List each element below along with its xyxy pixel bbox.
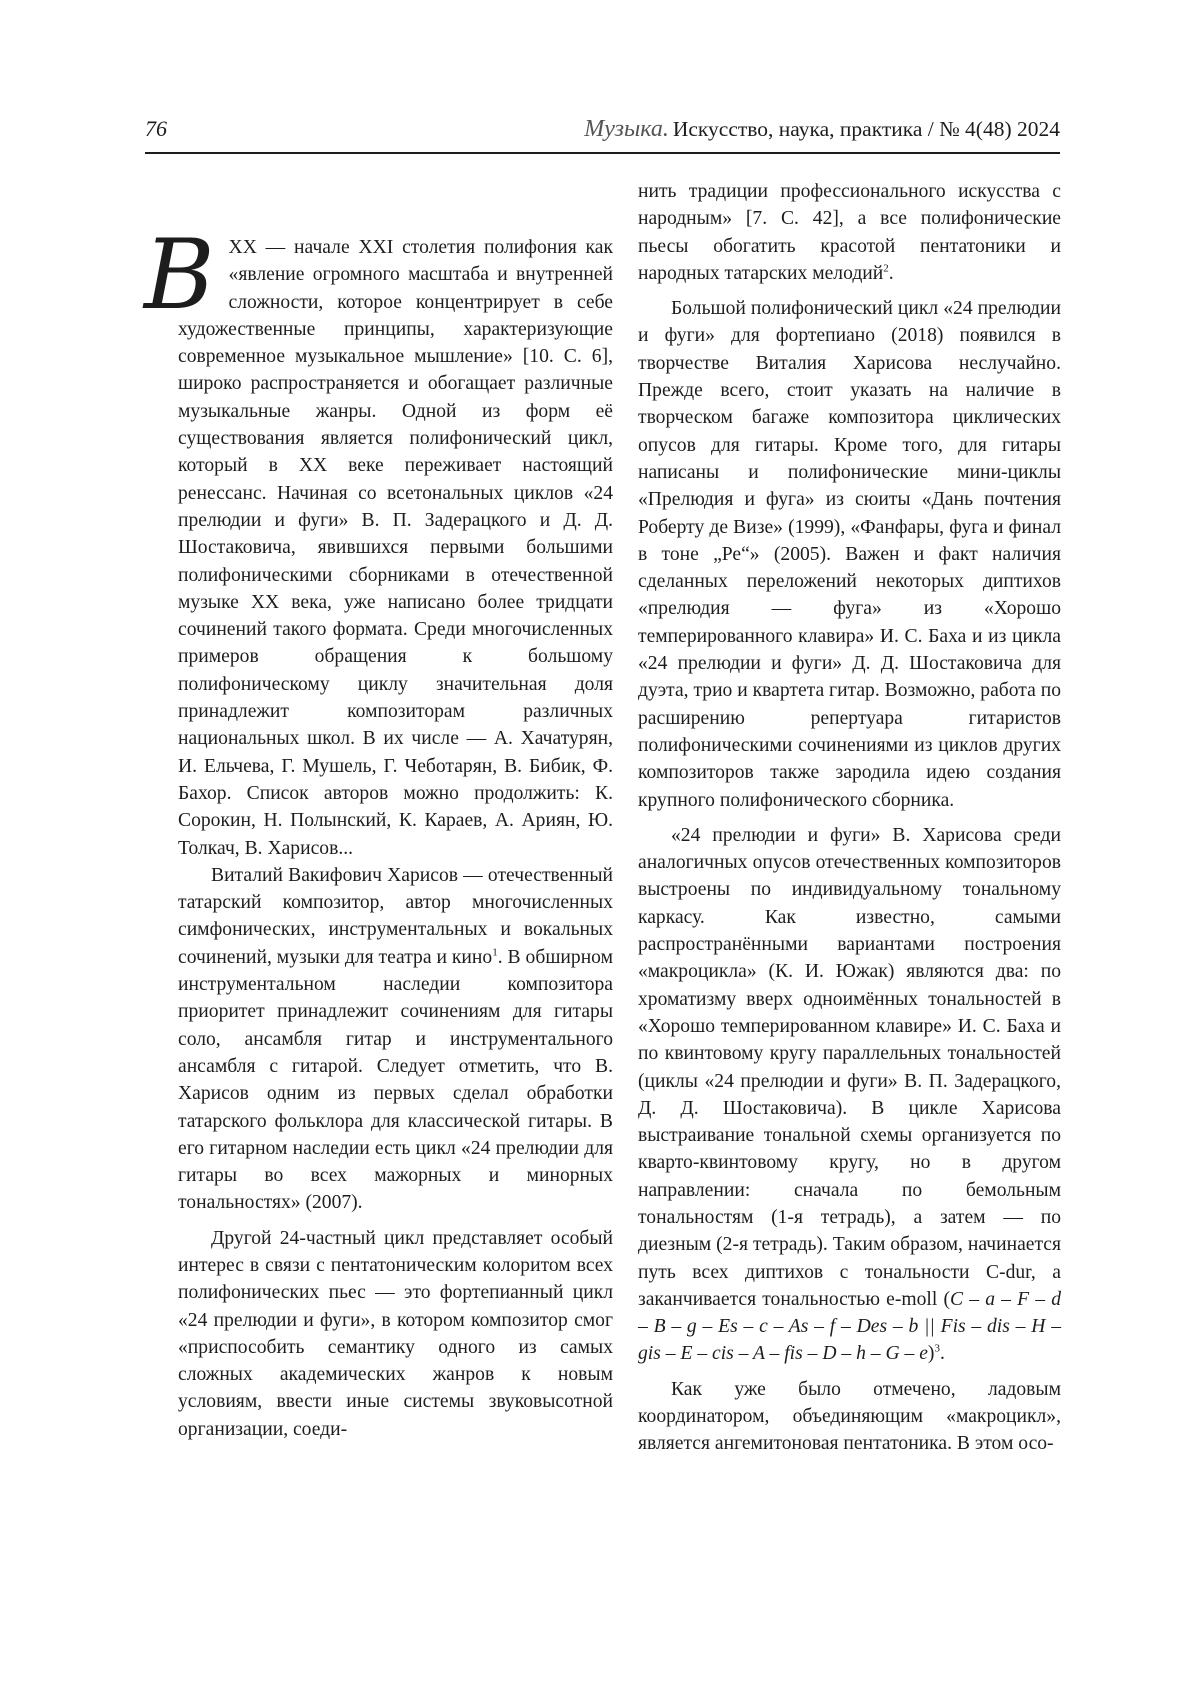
- journal-title-rest: Искусство, наука, практика / № 4(48) 2024: [672, 117, 1060, 141]
- page-number: 76: [145, 116, 167, 141]
- paragraph-continued-end: .: [888, 262, 894, 284]
- left-column: [144, 219, 613, 1443]
- paragraph-composer-text-b: . В обширном инструментальном наследии композитора приоритет принадлежит сочинениям для гитары соло, ансамбля гитар и инструментального ансамбля с гитарой. Следует отметить, что В. Харисов одним из первых сделал обработки татарского фольклора для классической гитары. В его гитарном наследии есть цикл «24 прелюдии для гитары во всех мажорных и минорных тональностях» (2007).: [178, 946, 613, 1214]
- journal-title-script: Музыка.: [584, 116, 669, 142]
- paragraph-tonal-scheme-text: «24 прелюдии и фуги» В. Харисова среди аналогичных опусов отечественных композиторов выстроены по индивидуальному тональному каркасу. Как известно, самыми распространёнными вариантами построения «макроцикла» (К. И. Южак) являются два: по хроматизму вверх одноимённых тональностей в «Хорошо темперированном клавире» И. С. Баха и по квинтовому кругу параллельных тональностей (циклы «24 прелюдии и фуги» В. П. Задерацкого, Д. Д. Шостаковича). В цикле Харисова выстраивание тональной схемы организуется по кварто-квинтовому кругу, но в другом направлении: сначала по бемольным тональностям (1-я тетрадь), а затем — по диезным (2-я тетрадь). Таким образом, начинается путь всех диптихов с тональности C-dur, а заканчивается тональностью e-moll (: [638, 824, 1061, 1310]
- paragraph-cycle: Другой 24-частный цикл представляет особый интерес в связи с пентатоническим колоритом всех полифонических пьес — это фортепианный цикл «24 прелюдии и фуги», в котором композитор смог «приспособить семантику одного из самых сложных академических жанров к новым условиям, ввести иные системы звуковысотной организации, соеди-: [178, 1227, 613, 1440]
- paragraph-pentatonic: Как уже было отмечено, ладовым координатором, объединяющим «макроцикл», является ангемитоновая пентатоника. В этом осо-: [638, 1378, 1061, 1455]
- footnote-ref-1[interactable]: 1: [492, 946, 498, 959]
- footnote-ref-2[interactable]: 2: [883, 262, 889, 275]
- paragraph-continued-text: нить традиции профессионального искусства с народным» [7. С. 42], а все полифонические пьесы обогатить красотой пентатоники и народных татарских мелодий: [638, 181, 1061, 284]
- header-rule: [145, 152, 1060, 154]
- footnote-ref-3[interactable]: 3: [934, 1342, 940, 1355]
- paragraph-intro: [144, 219, 613, 862]
- paragraph-continued: [638, 178, 1061, 287]
- journal-title: [584, 116, 1060, 143]
- paragraph-tonal-scheme-close: ): [927, 1343, 935, 1365]
- paragraph-tonal-scheme: [638, 822, 1061, 1368]
- paragraph-composer-text-a: Виталий Вакифович Харисов — отечественный татарский композитор, автор многочисленных симфонических, инструментальных и вокальных сочинений, музыки для театра и кино: [178, 864, 613, 968]
- running-header: [145, 112, 1060, 152]
- drop-cap: В: [144, 219, 215, 331]
- paragraph-composer: [178, 862, 613, 1217]
- right-column: [638, 178, 1061, 1458]
- paragraph-big-cycle: Большой полифонический цикл «24 прелюдии и фуги» для фортепиано (2018) появился в творчестве Виталия Харисова неслучайно. Прежде всего, стоит указать на наличие в творческом багаже композитора циклических опусов для гитары. Кроме того, для гитары написаны и полифонические мини-циклы «Прелюдия и фуга» из сюиты «Дань почтения Роберту де Визе» (1999), «Фанфары, фуга и финал в тоне „Ре“» (2005). Важен и факт наличия сделанных переложений некоторых диптихов «прелюдия — фуга» из «Хорошо темперированного клавира» И. С. Баха и из цикла «24 прелюдии и фуги» Д. Д. Шостаковича для дуэта, трио и квартета гитар. Возможно, работа по расширению репертуара гитаристов полифоническими сочинениями из циклов других композиторов также зародила идею создания крупного полифонического сборника.: [638, 298, 1061, 811]
- key-sequence: C – a – F – d – B – g – Es – c – As – f – Des – b || Fis – dis – H – gis – E – cis – A – fis – D – h – G – e: [638, 1288, 1061, 1365]
- paragraph-intro-text: XX — начале XXI столетия полифония как «явление огромного масштаба и внутренней сложности, которое концентрирует в себе художественные принципы, характеризующие современное музыкальное мышление» [10. С. 6], широко распространяется и обогащает различные музыкальные жанры. Одной из форм её существования является полифонический цикл, который в XX веке переживает настоящий ренессанс. Начиная со всетональных циклов «24 прелюдии и фуги» В. П. Задерацкого и Д. Д. Шостаковича, явившихся первыми большими полифоническими сборниками в отечественной музыке XX века, уже написано более тридцати сочинений такого формата. Среди многочисленных примеров обращения к большому полифоническому циклу значительная доля принадлежит композиторам различных национальных школ. В их числе — А. Хачатурян, И. Ельчева, Г. Мушель, Г. Чеботарян, В. Бибик, Ф. Бахор. Список авторов можно продолжить: К. Сорокин, Н. Полынский, К. Караев, А. Ариян, Ю. Толкач, В. Харисов...: [178, 237, 613, 859]
- paragraph-tonal-scheme-end: .: [939, 1343, 945, 1365]
